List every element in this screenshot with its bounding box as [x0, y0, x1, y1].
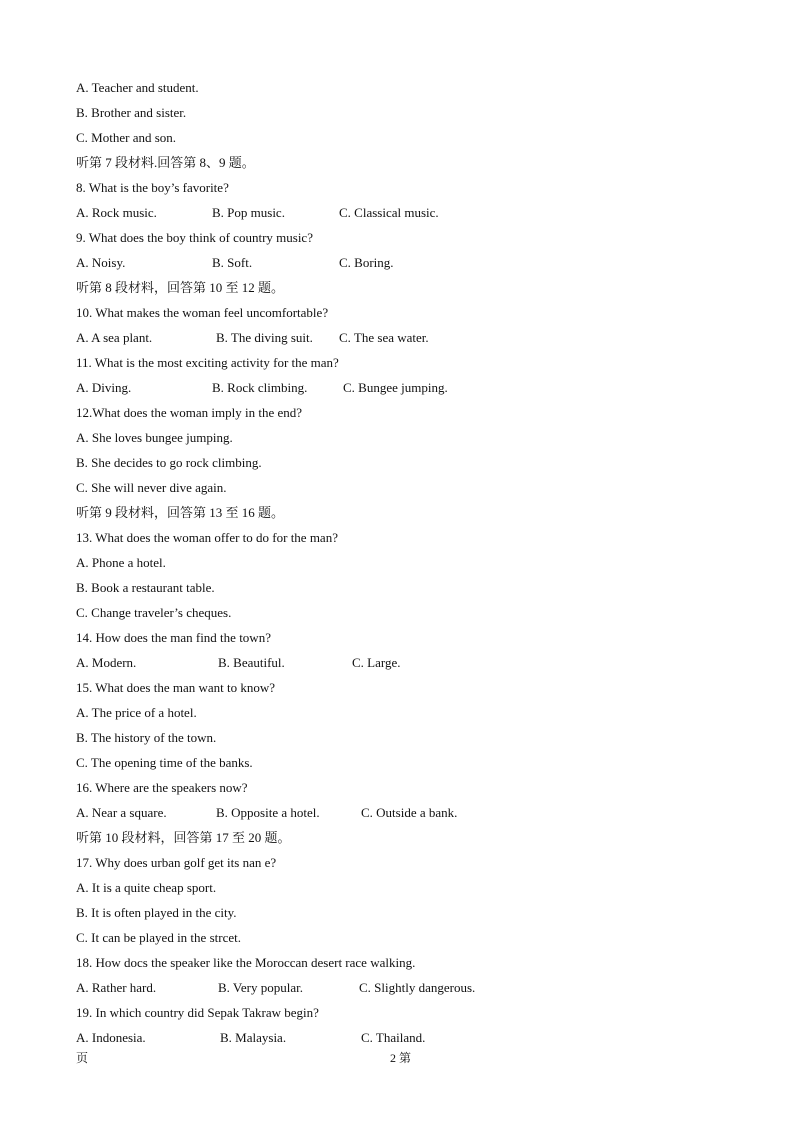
question: [76, 403, 302, 423]
option-a: A. Rock music.: [76, 205, 157, 220]
line: [76, 478, 227, 498]
option-c: C. Slightly dangerous.: [359, 980, 476, 995]
line: [76, 603, 231, 623]
line-text: C. She will never dive again.: [76, 480, 227, 495]
line: [76, 878, 216, 898]
question-text: 8. What is the boy’s favorite?: [76, 180, 229, 195]
line-text: B. She decides to go rock climbing.: [76, 455, 262, 470]
option-c: C. The sea water.: [339, 330, 429, 345]
line-text: C. The opening time of the banks.: [76, 755, 253, 770]
line: [76, 903, 237, 923]
line: [76, 453, 262, 473]
line-text: B. Brother and sister.: [76, 105, 187, 120]
question: [76, 953, 415, 973]
question: [76, 303, 328, 323]
question-text: 15. What does the man want to know?: [76, 680, 276, 695]
question-text: 19. In which country did Sepak Takraw begin?: [76, 1005, 319, 1020]
option-c: C. Bungee jumping.: [343, 380, 448, 395]
line: [76, 728, 216, 748]
line-text: A. Teacher and student.: [76, 80, 199, 95]
option-b: B. Soft.: [212, 255, 253, 270]
footer-left-text: 页: [76, 1051, 89, 1065]
question-text: 9. What does the boy think of country music?: [76, 230, 313, 245]
option-c: C. Boring.: [339, 255, 394, 270]
option-b: B. Beautiful.: [218, 655, 285, 670]
section-heading: [76, 153, 255, 173]
option-b: B. Very popular.: [218, 980, 303, 995]
question: [76, 1003, 319, 1023]
line: [76, 553, 166, 573]
option-c: C. Classical music.: [339, 205, 439, 220]
option-a: A. Noisy.: [76, 255, 126, 270]
line-text: A. The price of a hotel.: [76, 705, 197, 720]
question-text: 16. Where are the speakers now?: [76, 780, 248, 795]
line-text: B. Book a restaurant table.: [76, 580, 215, 595]
line-text: A. She loves bungee jumping.: [76, 430, 233, 445]
option-b: B. Malaysia.: [220, 1030, 287, 1045]
question: [76, 528, 338, 548]
section-text: 听第 8 段材料，回答第 10 至 12 题。: [76, 280, 285, 295]
line: [76, 703, 197, 723]
question-text: 17. Why does urban golf get its nan e?: [76, 855, 277, 870]
section-text: 听第 7 段材料.回答第 8、9 题。: [76, 155, 255, 170]
option-a: A. Rather hard.: [76, 980, 157, 995]
line-text: B. The history of the town.: [76, 730, 217, 745]
line-text: C. Change traveler’s cheques.: [76, 605, 232, 620]
question-text: 10. What makes the woman feel uncomfortable?: [76, 305, 329, 320]
question-text: 14. How does the man find the town?: [76, 630, 271, 645]
option-a: A. Modern.: [76, 655, 137, 670]
line: [76, 578, 215, 598]
option-b: B. Rock climbing.: [212, 380, 308, 395]
option-b: B. The diving suit.: [216, 330, 313, 345]
option-c: C. Thailand.: [361, 1030, 426, 1045]
question-text: 18. How docs the speaker like the Moroccan desert race walking.: [76, 955, 416, 970]
question: [76, 678, 275, 698]
question-text: 11. What is the most exciting activity for the man?: [76, 355, 339, 370]
line: [76, 103, 186, 123]
question: [76, 228, 313, 248]
option-a: A. Indonesia.: [76, 1030, 146, 1045]
footer-left: [76, 1048, 88, 1068]
option-a: A. A sea plant.: [76, 330, 153, 345]
line-text: C. It can be played in the strcet.: [76, 930, 241, 945]
line: [76, 428, 233, 448]
page-number: [390, 1048, 411, 1068]
line: [76, 128, 176, 148]
option-c: C. Outside a bank.: [361, 805, 458, 820]
question: [76, 778, 248, 798]
option-b: B. Opposite a hotel.: [216, 805, 320, 820]
section-heading: [76, 278, 284, 298]
section-text: 听第 10 段材料，回答第 17 至 20 题。: [76, 830, 291, 845]
question-text: 12.What does the woman imply in the end?: [76, 405, 303, 420]
question-text: 13. What does the woman offer to do for the man?: [76, 530, 338, 545]
line-text: A. Phone a hotel.: [76, 555, 166, 570]
line-text: A. It is a quite cheap sport.: [76, 880, 217, 895]
page-number-text: 2 第: [390, 1051, 412, 1065]
line: [76, 928, 241, 948]
question: [76, 853, 276, 873]
question: [76, 178, 229, 198]
question: [76, 353, 339, 373]
section-heading: [76, 503, 284, 523]
option-a: A. Near a square.: [76, 805, 167, 820]
option-c: C. Large.: [352, 655, 401, 670]
section-text: 听第 9 段材料，回答第 13 至 16 题。: [76, 505, 285, 520]
line-text: B. It is often played in the city.: [76, 905, 237, 920]
option-b: B. Pop music.: [212, 205, 285, 220]
line-text: C. Mother and son.: [76, 130, 177, 145]
section-heading: [76, 828, 291, 848]
line: [76, 753, 253, 773]
line: [76, 78, 199, 98]
option-a: A. Diving.: [76, 380, 132, 395]
question: [76, 628, 271, 648]
